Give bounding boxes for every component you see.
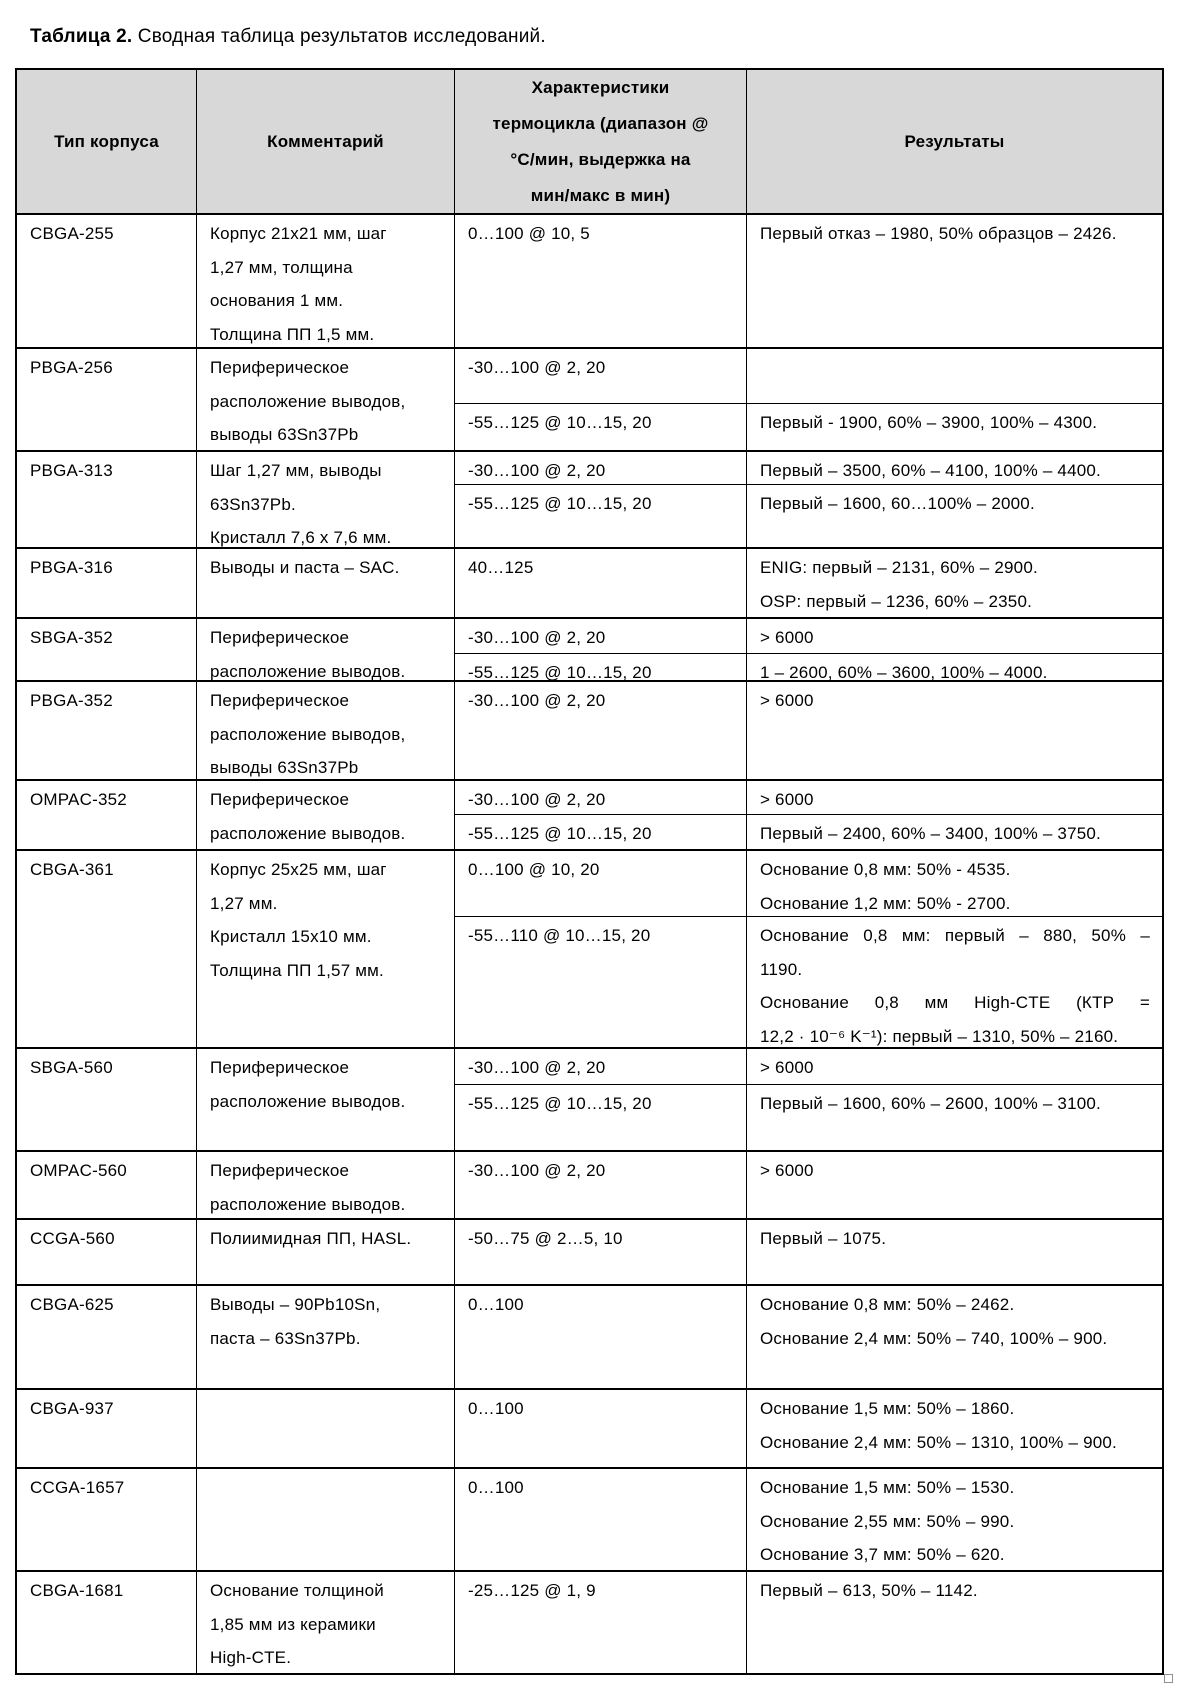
- cell-comment: [197, 1220, 455, 1284]
- cell-comment: [197, 781, 455, 849]
- comment-line: High-CTE.: [210, 1648, 292, 1667]
- cell-package-type: [17, 549, 197, 617]
- result-line: > 6000: [760, 790, 814, 809]
- thermocycle-value: 0…100: [468, 1295, 524, 1314]
- thermocycle-sub-row: [455, 1286, 1162, 1390]
- cell-package-type: [17, 1049, 197, 1150]
- cell-results: [747, 1049, 1162, 1084]
- result-line: ENIG: первый – 2131, 60% – 2900.: [760, 558, 1038, 577]
- cell-package-type: [17, 682, 197, 779]
- package-type-label: CBGA-255: [30, 224, 114, 243]
- cell-package-type: [17, 619, 197, 680]
- cell-thermocycle: [455, 1220, 747, 1286]
- cell-comment: [197, 215, 455, 347]
- thermocycle-results-group: [455, 1469, 1162, 1570]
- result-line: Основание 3,7 мм: 50% – 620.: [760, 1545, 1005, 1564]
- cell-comment: [197, 1049, 455, 1150]
- cell-package-type: [17, 452, 197, 547]
- thermocycle-sub-row: [455, 452, 1162, 484]
- package-type-label: CCGA-560: [30, 1229, 115, 1248]
- thermocycle-results-group: [455, 619, 1162, 680]
- package-type-label: PBGA-313: [30, 461, 113, 480]
- result-line: Основание 1,5 мм: 50% – 1530.: [760, 1478, 1015, 1497]
- cell-package-type: [17, 1220, 197, 1284]
- cell-results: [747, 1152, 1162, 1220]
- result-line: Основание 0,8 мм: 50% – 2462.: [760, 1295, 1015, 1314]
- thermocycle-sub-row: [455, 619, 1162, 653]
- cell-results: [747, 404, 1162, 452]
- thermocycle-results-group: [455, 1572, 1162, 1673]
- table-row: [17, 547, 1162, 617]
- comment-line: 1,27 мм.: [210, 893, 278, 913]
- thermocycle-value: -55…125 @ 10…15, 20: [468, 663, 652, 682]
- cell-thermocycle: [455, 654, 747, 682]
- thermocycle-sub-row: [455, 484, 1162, 549]
- cell-thermocycle: [455, 215, 747, 349]
- cell-comment: [197, 619, 455, 680]
- cell-results: [747, 349, 1162, 403]
- thermocycle-results-group: [455, 349, 1162, 450]
- thermocycle-sub-row: [455, 851, 1162, 916]
- cell-results: [747, 215, 1162, 349]
- thermocycle-sub-row: [455, 1572, 1162, 1675]
- cell-comment: [197, 1572, 455, 1673]
- table-row: [17, 617, 1162, 680]
- comment-line: Основание толщиной: [210, 1581, 384, 1600]
- result-line: 1190.: [760, 959, 803, 979]
- cell-results: [747, 1572, 1162, 1675]
- cell-results: [747, 1286, 1162, 1390]
- cell-results: [747, 781, 1162, 814]
- comment-line: выводы 63Sn37Pb: [210, 758, 359, 777]
- result-line: 12,2 · 10⁻⁶ K⁻¹): первый – 1310, 50% – 2160.: [760, 1026, 1119, 1046]
- result-line: > 6000: [760, 691, 814, 710]
- cell-results: [747, 452, 1162, 484]
- package-type-label: SBGA-560: [30, 1058, 113, 1077]
- cell-results: [747, 1085, 1162, 1152]
- cell-thermocycle: [455, 485, 747, 549]
- cell-thermocycle: [455, 1469, 747, 1572]
- thermocycle-sub-row: [455, 549, 1162, 619]
- cell-results: [747, 851, 1162, 916]
- package-type-label: OMPAC-560: [30, 1161, 127, 1180]
- thermocycle-value: -55…125 @ 10…15, 20: [468, 824, 652, 843]
- result-line: Первый – 1600, 60…100% – 2000.: [760, 494, 1035, 513]
- thermocycle-results-group: [455, 1390, 1162, 1467]
- result-line: Первый – 2400, 60% – 3400, 100% – 3750.: [760, 824, 1101, 843]
- package-type-label: PBGA-256: [30, 358, 113, 377]
- results-table: [15, 68, 1164, 1675]
- result-line: Первый – 1075.: [760, 1229, 887, 1248]
- comment-line: Выводы – 90Pb10Sn,: [210, 1295, 381, 1314]
- result-line: 1 – 2600, 60% – 3600, 100% – 4000.: [760, 663, 1048, 682]
- result-line: > 6000: [760, 1161, 814, 1180]
- cell-results: [747, 815, 1162, 851]
- cell-package-type: [17, 1152, 197, 1218]
- thermocycle-value: -30…100 @ 2, 20: [468, 1161, 606, 1180]
- cell-thermocycle: [455, 1572, 747, 1675]
- thermocycle-sub-row: [455, 1152, 1162, 1220]
- comment-line: расположение выводов.: [210, 661, 406, 681]
- table-caption: [30, 25, 546, 49]
- package-type-label: PBGA-352: [30, 691, 113, 710]
- table-row: [17, 347, 1162, 450]
- cell-thermocycle: [455, 851, 747, 916]
- thermocycle-value: 0…100 @ 10, 20: [468, 860, 600, 879]
- thermocycle-sub-row: [455, 349, 1162, 403]
- cell-results: [747, 485, 1162, 549]
- comment-line: Периферическое: [210, 1058, 350, 1077]
- cell-thermocycle: [455, 917, 747, 1049]
- result-line: OSP: первый – 1236, 60% – 2350.: [760, 591, 1033, 611]
- comment-line: расположение выводов.: [210, 823, 406, 843]
- thermocycle-sub-row: [455, 682, 1162, 781]
- table-row: [17, 1047, 1162, 1150]
- cell-package-type: [17, 1469, 197, 1570]
- table-row: [17, 1218, 1162, 1284]
- result-line: Первый – 3500, 60% – 4100, 100% – 4400.: [760, 461, 1101, 480]
- cell-comment: [197, 1390, 455, 1467]
- cell-thermocycle: [455, 549, 747, 619]
- package-type-label: PBGA-316: [30, 558, 113, 577]
- column-header-line: °С/мин, выдержка на: [510, 149, 691, 169]
- cell-comment: [197, 851, 455, 1047]
- thermocycle-value: -55…125 @ 10…15, 20: [468, 1094, 652, 1113]
- cell-results: [747, 917, 1162, 1049]
- cell-thermocycle: [455, 1085, 747, 1152]
- table-row: [17, 1388, 1162, 1467]
- result-line: Основание 0,8 мм: 50% - 4535.: [760, 860, 1011, 879]
- table-row: [17, 213, 1162, 347]
- cell-package-type: [17, 1286, 197, 1388]
- comment-line: Периферическое: [210, 1161, 350, 1180]
- table-caption-number: Таблица 2.: [30, 26, 133, 47]
- cell-comment: [197, 452, 455, 547]
- result-line: Основание 2,4 мм: 50% – 740, 100% – 900.: [760, 1328, 1108, 1348]
- result-line: Первый – 613, 50% – 1142.: [760, 1581, 978, 1600]
- thermocycle-sub-row: [455, 215, 1162, 349]
- package-type-label: OMPAC-352: [30, 790, 127, 809]
- cell-results: [747, 619, 1162, 653]
- comment-line: 63Sn37Pb.: [210, 494, 296, 514]
- comment-line: основания 1 мм.: [210, 291, 344, 310]
- comment-line: расположение выводов.: [210, 1194, 406, 1214]
- result-line: Основание 0,8 мм High-CTE (КТР =: [760, 993, 1150, 1012]
- result-line: Первый - 1900, 60% – 3900, 100% – 4300.: [760, 413, 1098, 432]
- thermocycle-value: 0…100 @ 10, 5: [468, 224, 590, 243]
- comment-line: Периферическое: [210, 358, 350, 377]
- comment-line: расположение выводов,: [210, 391, 406, 411]
- thermocycle-sub-row: [455, 814, 1162, 851]
- thermocycle-results-group: [455, 452, 1162, 547]
- thermocycle-value: -55…110 @ 10…15, 20: [468, 926, 651, 945]
- cell-comment: [197, 1152, 455, 1218]
- package-type-label: SBGA-352: [30, 628, 113, 647]
- cell-package-type: [17, 851, 197, 1047]
- thermocycle-value: -30…100 @ 2, 20: [468, 358, 606, 377]
- comment-line: Кристалл 15x10 мм.: [210, 927, 372, 946]
- thermocycle-sub-row: [455, 781, 1162, 814]
- thermocycle-sub-row: [455, 1469, 1162, 1572]
- thermocycle-results-group: [455, 1220, 1162, 1284]
- comment-line: расположение выводов.: [210, 1091, 406, 1111]
- comment-line: Толщина ПП 1,5 мм.: [210, 324, 375, 344]
- cell-package-type: [17, 781, 197, 849]
- cell-results: [747, 1390, 1162, 1469]
- cell-results: [747, 682, 1162, 781]
- package-type-label: CBGA-361: [30, 860, 114, 879]
- result-line: Первый отказ – 1980, 50% образцов – 2426.: [760, 224, 1117, 243]
- comment-line: Толщина ПП 1,57 мм.: [210, 960, 384, 980]
- table-row: [17, 779, 1162, 849]
- result-line: Основание 2,4 мм: 50% – 1310, 100% – 900.: [760, 1432, 1117, 1452]
- thermocycle-value: -25…125 @ 1, 9: [468, 1581, 596, 1600]
- cell-thermocycle: [455, 349, 747, 403]
- cell-package-type: [17, 1572, 197, 1673]
- cell-thermocycle: [455, 404, 747, 452]
- table-row: [17, 680, 1162, 779]
- cell-thermocycle: [455, 1152, 747, 1220]
- comment-line: Корпус 21x21 мм, шаг: [210, 224, 387, 243]
- thermocycle-results-group: [455, 1286, 1162, 1388]
- comment-line: Корпус 25x25 мм, шаг: [210, 860, 387, 879]
- result-line: Основание 0,8 мм: первый – 880, 50% –: [760, 926, 1150, 945]
- column-header-package: [17, 70, 197, 213]
- comment-line: Кристалл 7,6 x 7,6 мм.: [210, 528, 392, 547]
- comment-line: расположение выводов,: [210, 724, 406, 744]
- cell-comment: [197, 682, 455, 779]
- cell-package-type: [17, 349, 197, 450]
- thermocycle-sub-row: [455, 1084, 1162, 1152]
- cell-results: [747, 549, 1162, 619]
- cell-package-type: [17, 215, 197, 347]
- table-row: [17, 1284, 1162, 1388]
- column-header-comment: [197, 70, 455, 213]
- cell-thermocycle: [455, 619, 747, 653]
- thermocycle-results-group: [455, 1049, 1162, 1150]
- thermocycle-sub-row: [455, 1220, 1162, 1286]
- cell-thermocycle: [455, 1286, 747, 1390]
- thermocycle-sub-row: [455, 916, 1162, 1049]
- comment-line: 1,85 мм из керамики: [210, 1614, 376, 1634]
- table-row: [17, 1150, 1162, 1218]
- table-row: [17, 1570, 1162, 1673]
- cell-comment: [197, 549, 455, 617]
- cell-comment: [197, 1286, 455, 1388]
- comment-line: Шаг 1,27 мм, выводы: [210, 461, 382, 480]
- column-header-line: Тип корпуса: [54, 131, 159, 151]
- column-header-line: мин/макс в мин): [530, 185, 671, 205]
- thermocycle-sub-row: [455, 403, 1162, 452]
- table-caption-text: Сводная таблица результатов исследований.: [132, 26, 546, 47]
- thermocycle-value: -55…125 @ 10…15, 20: [468, 494, 652, 513]
- package-type-label: CBGA-937: [30, 1399, 114, 1418]
- thermocycle-results-group: [455, 1152, 1162, 1218]
- thermocycle-sub-row: [455, 1390, 1162, 1469]
- comment-line: Периферическое: [210, 790, 350, 809]
- cell-thermocycle: [455, 1049, 747, 1084]
- column-header-line: Характеристики: [531, 77, 670, 97]
- comment-line: Периферическое: [210, 628, 350, 647]
- cell-results: [747, 1469, 1162, 1572]
- comment-line: Периферическое: [210, 691, 350, 710]
- thermocycle-value: -30…100 @ 2, 20: [468, 790, 606, 809]
- column-header-cycle: [455, 70, 747, 213]
- comment-line: 1,27 мм, толщина: [210, 257, 353, 277]
- package-type-label: CBGA-1681: [30, 1581, 124, 1600]
- thermocycle-results-group: [455, 549, 1162, 617]
- thermocycle-value: -30…100 @ 2, 20: [468, 461, 606, 480]
- cell-results: [747, 654, 1162, 682]
- thermocycle-sub-row: [455, 1049, 1162, 1084]
- table-header-row: [17, 70, 1162, 213]
- table-row: [17, 849, 1162, 1047]
- column-header-line: Комментарий: [267, 131, 384, 151]
- column-header-line: Результаты: [904, 131, 1005, 151]
- thermocycle-results-group: [455, 781, 1162, 849]
- thermocycle-value: -55…125 @ 10…15, 20: [468, 413, 652, 432]
- table-row: [17, 450, 1162, 547]
- cell-thermocycle: [455, 815, 747, 851]
- thermocycle-value: 0…100: [468, 1399, 524, 1418]
- table-resize-handle: [1164, 1674, 1173, 1683]
- thermocycle-value: -30…100 @ 2, 20: [468, 628, 606, 647]
- comment-line: Выводы и паста – SAC.: [210, 558, 400, 577]
- result-line: Основание 1,2 мм: 50% - 2700.: [760, 893, 1011, 913]
- comment-line: паста – 63Sn37Pb.: [210, 1328, 361, 1348]
- column-header-line: термоцикла (диапазон @: [492, 113, 709, 133]
- thermocycle-results-group: [455, 215, 1162, 347]
- table-row: [17, 1467, 1162, 1570]
- cell-thermocycle: [455, 781, 747, 814]
- result-line: > 6000: [760, 628, 814, 647]
- thermocycle-sub-row: [455, 653, 1162, 682]
- result-line: Первый – 1600, 60% – 2600, 100% – 3100.: [760, 1094, 1101, 1113]
- comment-line: Полиимидная ПП, HASL.: [210, 1229, 412, 1248]
- package-type-label: CBGA-625: [30, 1295, 114, 1314]
- comment-line: выводы 63Sn37Pb: [210, 425, 359, 444]
- thermocycle-value: -30…100 @ 2, 20: [468, 691, 606, 710]
- thermocycle-value: -30…100 @ 2, 20: [468, 1058, 606, 1077]
- result-line: > 6000: [760, 1058, 814, 1077]
- cell-package-type: [17, 1390, 197, 1467]
- column-header-results: [747, 70, 1162, 213]
- thermocycle-results-group: [455, 682, 1162, 779]
- result-line: Основание 2,55 мм: 50% – 990.: [760, 1511, 1015, 1531]
- thermocycle-value: -50…75 @ 2…5, 10: [468, 1229, 623, 1248]
- thermocycle-results-group: [455, 851, 1162, 1047]
- thermocycle-value: 40…125: [468, 558, 534, 577]
- cell-thermocycle: [455, 452, 747, 484]
- package-type-label: CCGA-1657: [30, 1478, 125, 1497]
- thermocycle-value: 0…100: [468, 1478, 524, 1497]
- cell-comment: [197, 349, 455, 450]
- result-line: Основание 1,5 мм: 50% – 1860.: [760, 1399, 1015, 1418]
- cell-results: [747, 1220, 1162, 1286]
- cell-comment: [197, 1469, 455, 1570]
- cell-thermocycle: [455, 682, 747, 781]
- cell-thermocycle: [455, 1390, 747, 1469]
